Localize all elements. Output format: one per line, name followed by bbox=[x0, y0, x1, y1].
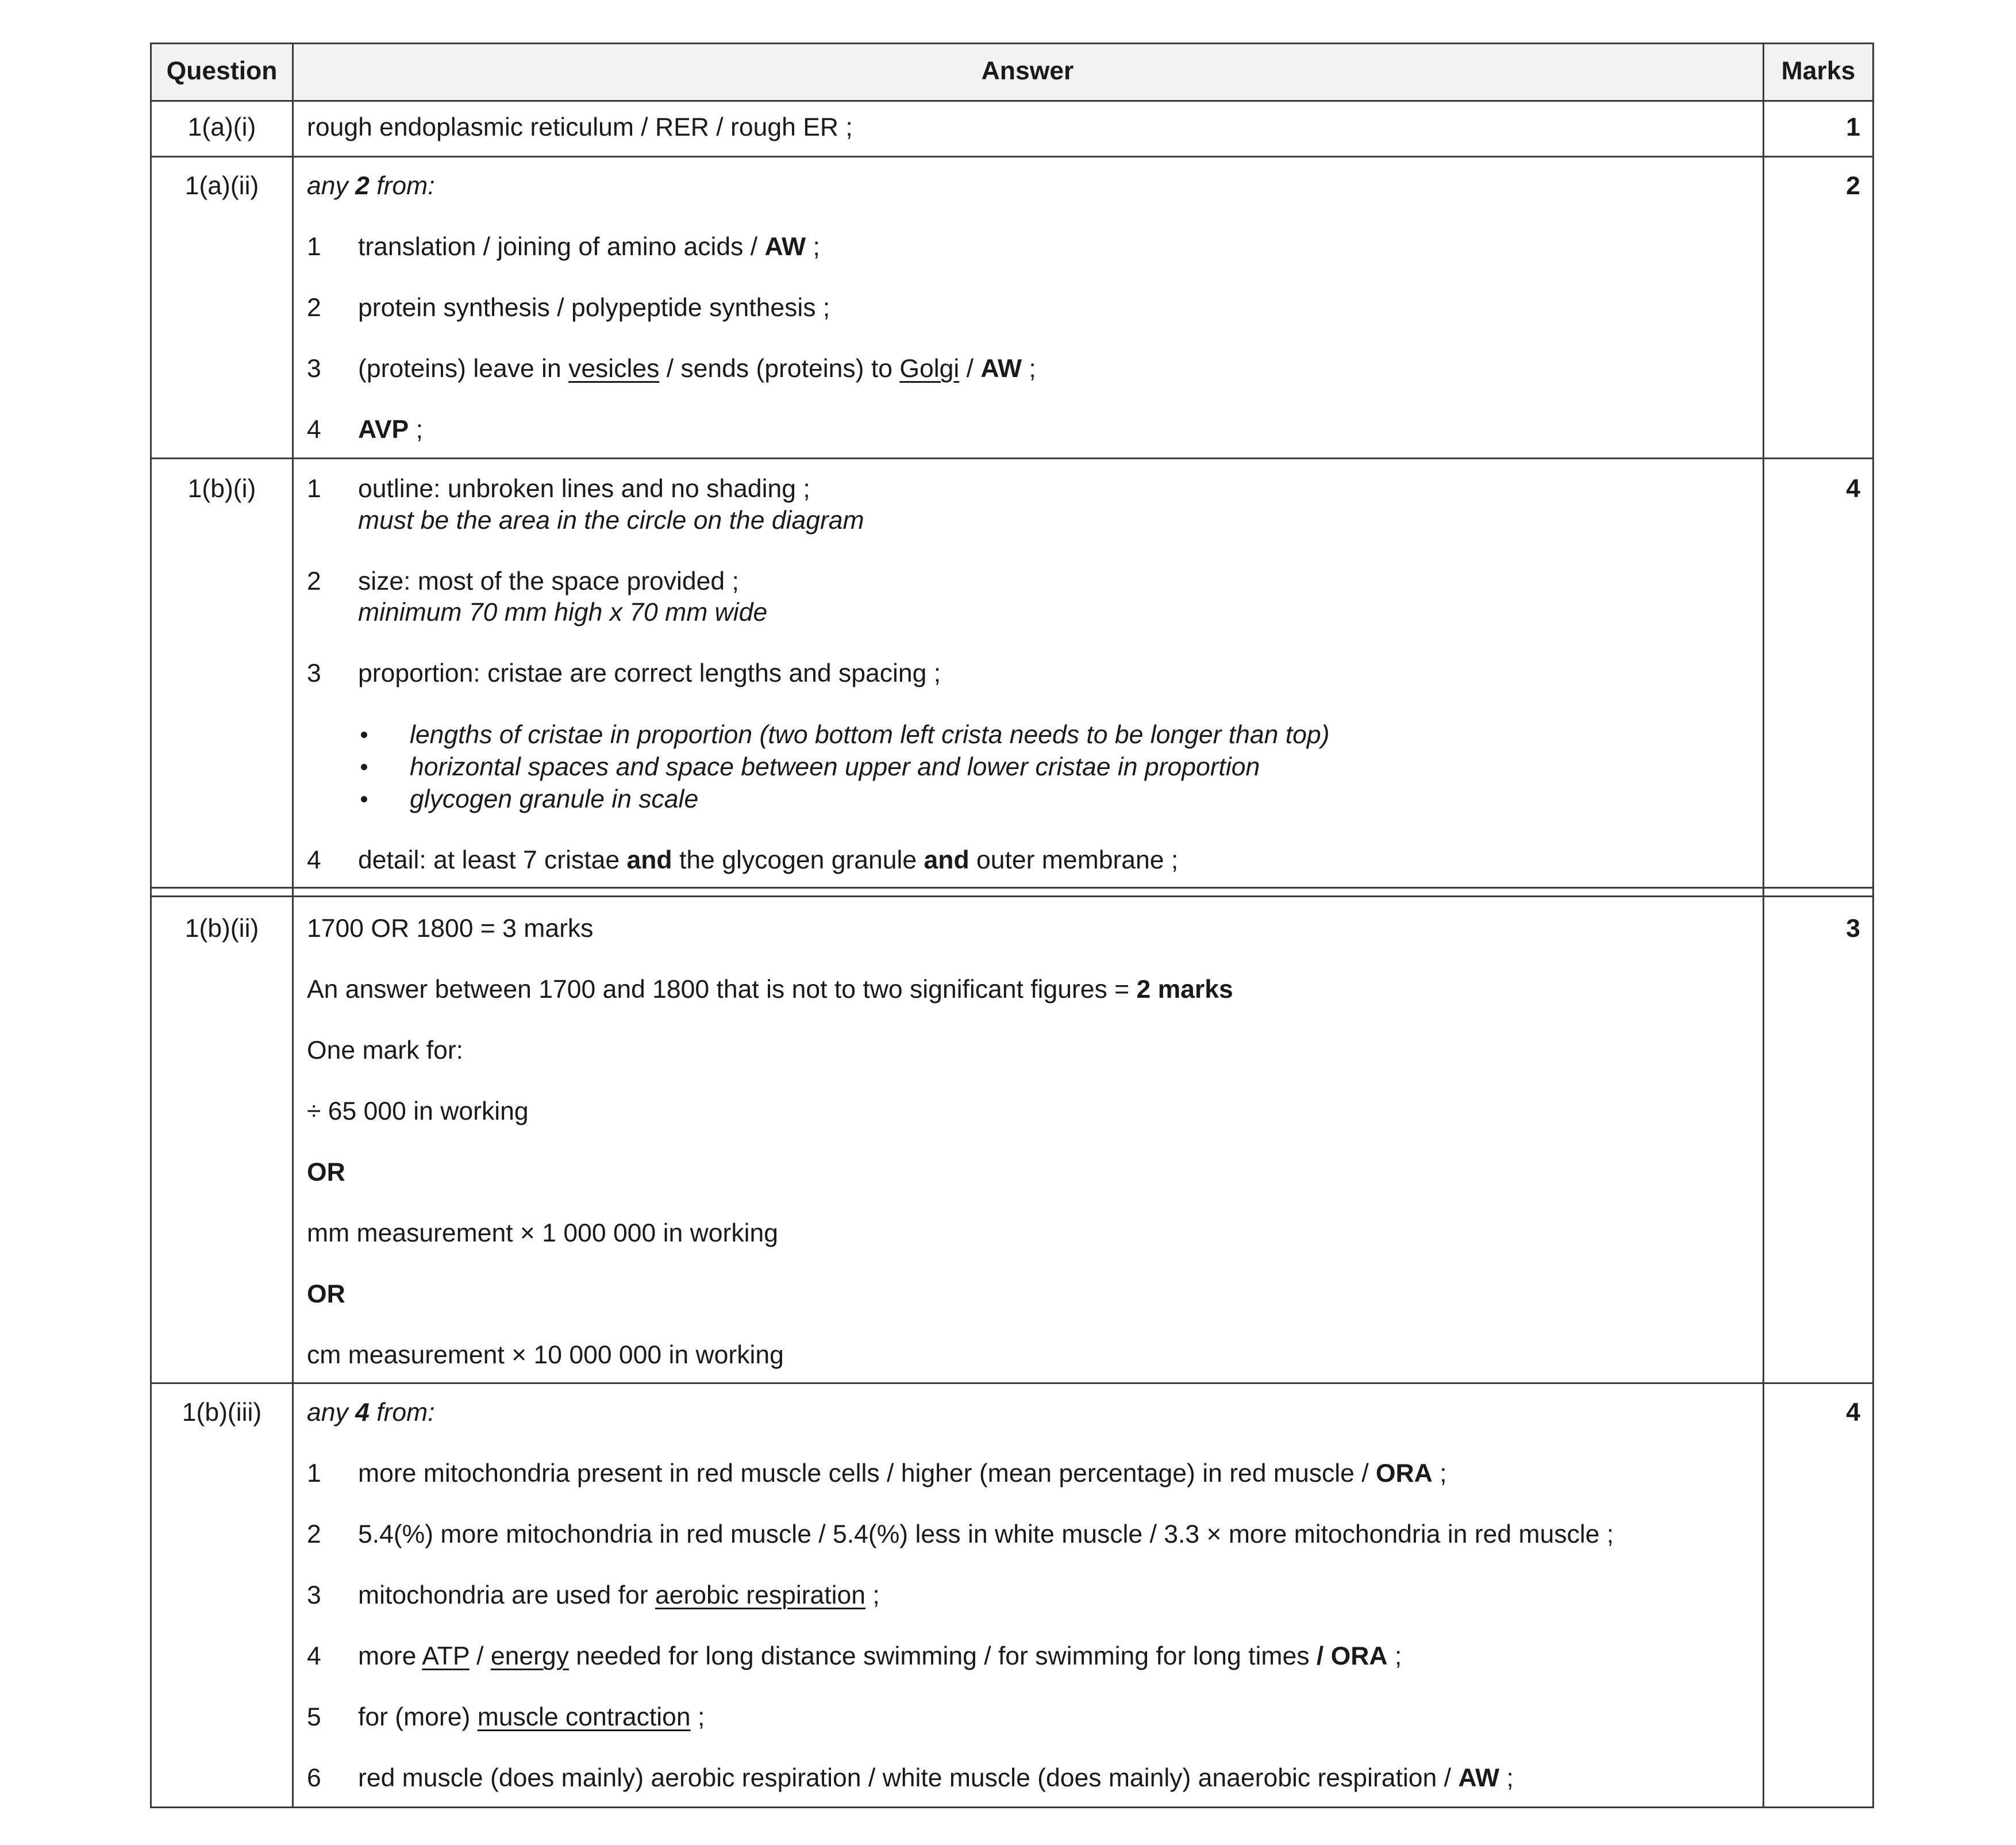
row-divider bbox=[150, 458, 1874, 459]
table-border-right bbox=[1872, 43, 1874, 1808]
bullet-text: glycogen granule in scale bbox=[410, 785, 699, 813]
column-divider-marks bbox=[1763, 43, 1764, 1808]
answer-intro: any 2 from: bbox=[307, 172, 435, 200]
item-number: 2 bbox=[307, 567, 321, 595]
row-divider bbox=[150, 1382, 1874, 1384]
answer-item: more mitochondria present in red muscle cells / higher (mean percentage) in red muscle / ORA ; bbox=[358, 1459, 1447, 1487]
question-number: 1(a)(i) bbox=[187, 113, 256, 141]
answer-item: red muscle (does mainly) aerobic respiration / white muscle (does mainly) anaerobic respiration / AW ; bbox=[358, 1764, 1514, 1792]
question-number: 1(b)(i) bbox=[187, 475, 256, 503]
question-number: 1(b)(iii) bbox=[182, 1398, 262, 1427]
row-divider bbox=[150, 156, 1874, 157]
page-break-divider bbox=[150, 887, 1874, 889]
answer-note: must be the area in the circle on the diagram bbox=[358, 506, 864, 535]
answer-or: OR bbox=[307, 1280, 345, 1308]
bullet-icon bbox=[361, 796, 367, 802]
answer-line: rough endoplasmic reticulum / RER / rough ER ; bbox=[307, 113, 853, 141]
item-number: 3 bbox=[307, 355, 321, 383]
answer-line: An answer between 1700 and 1800 that is not to two significant figures = 2 marks bbox=[307, 975, 1233, 1004]
answer-item: 5.4(%) more mitochondria in red muscle / 5.4(%) less in white muscle / 3.3 × more mitochondria in red muscle ; bbox=[358, 1520, 1614, 1548]
item-number: 1 bbox=[307, 233, 321, 261]
marks-value: 4 bbox=[1846, 475, 1860, 503]
table-border-top bbox=[150, 43, 1874, 44]
item-number: 3 bbox=[307, 659, 321, 687]
answer-or: OR bbox=[307, 1158, 345, 1186]
item-number: 6 bbox=[307, 1764, 321, 1792]
question-number: 1(b)(ii) bbox=[184, 914, 259, 943]
answer-item: mitochondria are used for aerobic respiration ; bbox=[358, 1581, 880, 1609]
answer-item: translation / joining of amino acids / AW ; bbox=[358, 233, 820, 261]
answer-line: ÷ 65 000 in working bbox=[307, 1097, 529, 1125]
header-answer: Answer bbox=[981, 57, 1074, 85]
answer-intro: any 4 from: bbox=[307, 1398, 435, 1427]
bullet-icon bbox=[361, 764, 367, 770]
item-number: 1 bbox=[307, 475, 321, 503]
item-number: 5 bbox=[307, 1703, 321, 1731]
answer-item: size: most of the space provided ; bbox=[358, 567, 739, 595]
item-number: 4 bbox=[307, 416, 321, 444]
header-row-divider bbox=[150, 100, 1874, 102]
bullet-text: lengths of cristae in proportion (two bottom left crista needs to be longer than top) bbox=[410, 721, 1330, 749]
item-number: 2 bbox=[307, 294, 321, 322]
answer-item: more ATP / energy needed for long distance swimming / for swimming for long times / ORA ; bbox=[358, 1642, 1402, 1670]
table-border-left bbox=[150, 43, 152, 1808]
answer-line: cm measurement × 10 000 000 in working bbox=[307, 1341, 784, 1369]
header-marks: Marks bbox=[1781, 57, 1856, 85]
marks-value: 4 bbox=[1846, 1398, 1860, 1427]
answer-item: detail: at least 7 cristae and the glycogen granule and outer membrane ; bbox=[358, 846, 1179, 874]
answer-line: One mark for: bbox=[307, 1036, 464, 1064]
page-break-divider bbox=[150, 895, 1874, 897]
marks-value: 1 bbox=[1846, 113, 1860, 141]
answer-item: outline: unbroken lines and no shading ; bbox=[358, 475, 810, 503]
table-border-bottom bbox=[150, 1806, 1874, 1808]
item-number: 4 bbox=[307, 846, 321, 874]
answer-item: (proteins) leave in vesicles / sends (proteins) to Golgi / AW ; bbox=[358, 355, 1036, 383]
bullet-icon bbox=[361, 732, 367, 738]
answer-item: for (more) muscle contraction ; bbox=[358, 1703, 705, 1731]
answer-item: proportion: cristae are correct lengths and spacing ; bbox=[358, 659, 941, 687]
item-number: 4 bbox=[307, 1642, 321, 1670]
answer-item: AVP ; bbox=[358, 416, 423, 444]
question-number: 1(a)(ii) bbox=[184, 172, 259, 200]
item-number: 2 bbox=[307, 1520, 321, 1548]
header-question: Question bbox=[166, 57, 278, 85]
item-number: 3 bbox=[307, 1581, 321, 1609]
item-number: 1 bbox=[307, 1459, 321, 1487]
column-divider-question bbox=[292, 43, 294, 1808]
answer-item: protein synthesis / polypeptide synthesis ; bbox=[358, 294, 830, 322]
answer-line: mm measurement × 1 000 000 in working bbox=[307, 1219, 778, 1247]
answer-note: minimum 70 mm high x 70 mm wide bbox=[358, 598, 768, 626]
bullet-text: horizontal spaces and space between upper and lower cristae in proportion bbox=[410, 753, 1260, 781]
marks-value: 2 bbox=[1846, 172, 1860, 200]
marks-value: 3 bbox=[1846, 914, 1860, 943]
answer-line: 1700 OR 1800 = 3 marks bbox=[307, 914, 594, 943]
